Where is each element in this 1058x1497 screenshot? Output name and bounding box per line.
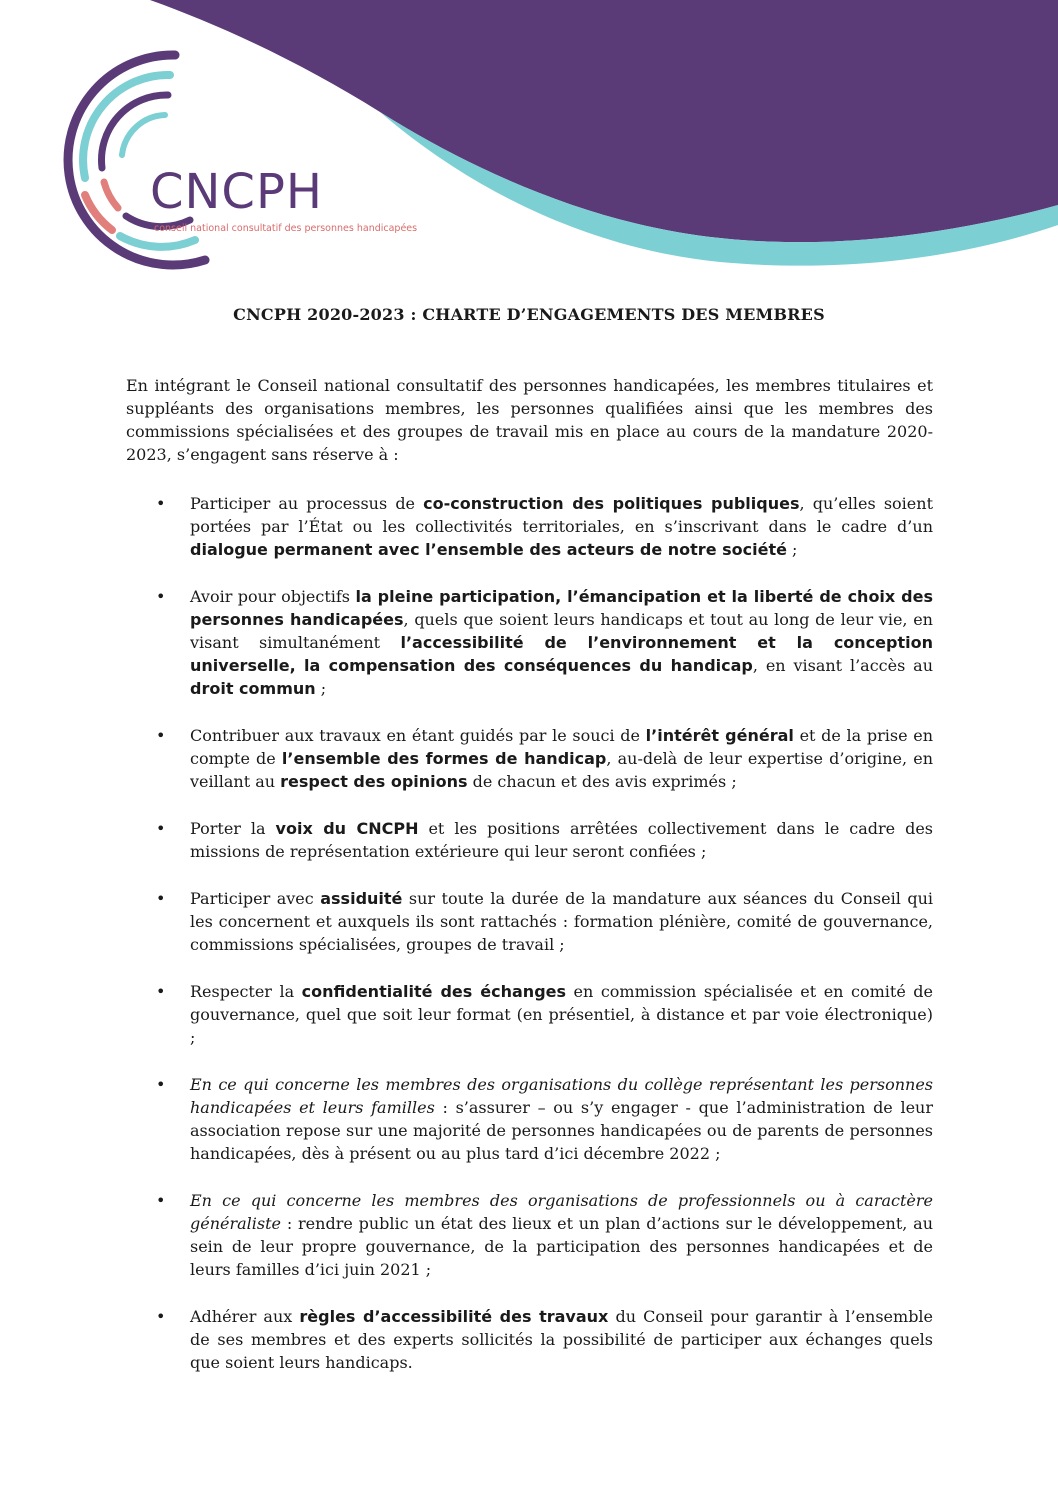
logo-subtitle: conseil national consultatif des personnes handicapées: [154, 223, 418, 234]
body-text: de chacun et des avis exprimés ;: [467, 772, 737, 791]
emphasis-text: respect des opinions: [280, 772, 468, 791]
engagement-item: [126, 817, 933, 863]
bullet-icon: •: [156, 889, 166, 908]
document-body: [126, 374, 933, 1398]
body-text: Contribuer aux travaux en étant guidés par le souci de: [190, 726, 646, 745]
body-text: ;: [786, 540, 798, 559]
engagement-item: [126, 1073, 933, 1165]
body-text: Participer au processus de: [190, 494, 424, 513]
body-text: du Conseil pour garantir à l’ensemble de ses membres et des experts sollicités la possibilité de participer aux échanges quels que soient leurs handicaps.: [190, 1307, 934, 1372]
emphasis-text: la pleine participation, l’émancipation et la liberté de choix des personnes handicapées: [190, 587, 933, 629]
logo-wordmark: CNCPH: [150, 164, 323, 220]
body-text: Porter la: [190, 819, 276, 838]
emphasis-text: co-construction des politiques publiques: [423, 494, 800, 513]
bullet-icon: •: [156, 982, 166, 1001]
engagement-item: [126, 585, 933, 700]
bullet-icon: •: [156, 726, 166, 745]
emphasis-text: assiduité: [320, 889, 403, 908]
document-title: CNCPH 2020-2023 : CHARTE D’ENGAGEMENTS DES MEMBRES: [233, 305, 825, 324]
body-text: , en visant l’accès au: [752, 656, 934, 675]
bullet-icon: •: [156, 587, 166, 606]
emphasis-text: dialogue permanent avec l’ensemble des acteurs de notre société: [190, 540, 787, 559]
emphasis-text: règles d’accessibilité des travaux: [299, 1307, 609, 1326]
emphasis-text: confidentialité des échanges: [301, 982, 567, 1001]
emphasis-text: l’intérêt général: [645, 726, 794, 745]
logo-arcs-icon: [40, 40, 380, 280]
body-text: , quels que soient leurs handicaps et tout au long de leur vie, en visant simultanément: [190, 610, 933, 652]
bullet-icon: •: [156, 1191, 166, 1210]
engagement-item: [126, 1189, 933, 1281]
body-text: , au-delà de leur expertise d’origine, en veillant au: [190, 749, 934, 791]
engagement-list: [126, 492, 933, 1374]
body-text: Participer avec: [190, 889, 321, 908]
body-text: sur toute la durée de la mandature aux séances du Conseil qui les concernent et auxquels ils sont rattachés : formation plénière, comité de gouvernance, commissions spécialisées, groupes de travail ;: [190, 889, 933, 954]
body-text: Avoir pour objectifs: [190, 587, 356, 606]
engagement-item: [126, 887, 933, 956]
bullet-icon: •: [156, 494, 166, 513]
body-text: Adhérer aux: [190, 1307, 300, 1326]
body-text: , qu’elles soient portées par l’État ou les collectivités territoriales, en s’inscrivant dans le cadre d’un: [190, 494, 934, 536]
intro-paragraph: En intégrant le Conseil national consultatif des personnes handicapées, les membres titulaires et suppléants des organisations membres, les personnes qualifiées ainsi que les membres des commissions spécialisées et des groupes de travail mis en place au cours de la mandature 2020-2023, s’engagent sans réserve à :: [126, 376, 933, 464]
engagement-item: [126, 980, 933, 1049]
italic-text: En ce qui concerne les membres des organisations du collège représentant les personnes handicapées et leurs familles: [190, 1075, 933, 1117]
engagement-item: [126, 492, 933, 561]
body-text: ;: [315, 679, 327, 698]
body-text: Respecter la: [190, 982, 302, 1001]
italic-text: En ce qui concerne les membres des organisations de professionnels ou à caractère généraliste: [190, 1191, 933, 1233]
emphasis-text: droit commun: [190, 679, 316, 698]
body-text: et les positions arrêtées collectivement dans le cadre des missions de représentation extérieure qui leur seront confiées ;: [190, 819, 933, 861]
body-text: et de la prise en compte de: [190, 726, 933, 768]
bullet-icon: •: [156, 1075, 166, 1094]
cncph-logo: [40, 40, 418, 280]
engagement-item: [126, 724, 933, 793]
emphasis-text: l’ensemble des formes de handicap: [281, 749, 607, 768]
body-text: en commission spécialisée et en comité de gouvernance, quel que soit leur format (en présentiel, à distance et par voie électronique) ;: [190, 982, 934, 1047]
body-text: : rendre public un état des lieux et un plan d’actions sur le développement, au sein de leur propre gouvernance, de la participation des personnes handicapées et de leurs familles d’ici juin 2021 ;: [190, 1214, 933, 1279]
body-text: : s’assurer – ou s’y engager - que l’administration de leur association repose sur une majorité de personnes handicapées ou de parents de personnes handicapées, dès à présent ou au plus tard d’ici décembre 2022 ;: [190, 1098, 934, 1163]
bullet-icon: •: [156, 1307, 166, 1326]
emphasis-text: l’accessibilité de l’environnement et la conception universelle, la compensation des conséquences du handicap: [190, 633, 933, 675]
emphasis-text: voix du CNCPH: [275, 819, 419, 838]
engagement-item: [126, 1305, 933, 1374]
bullet-icon: •: [156, 819, 166, 838]
